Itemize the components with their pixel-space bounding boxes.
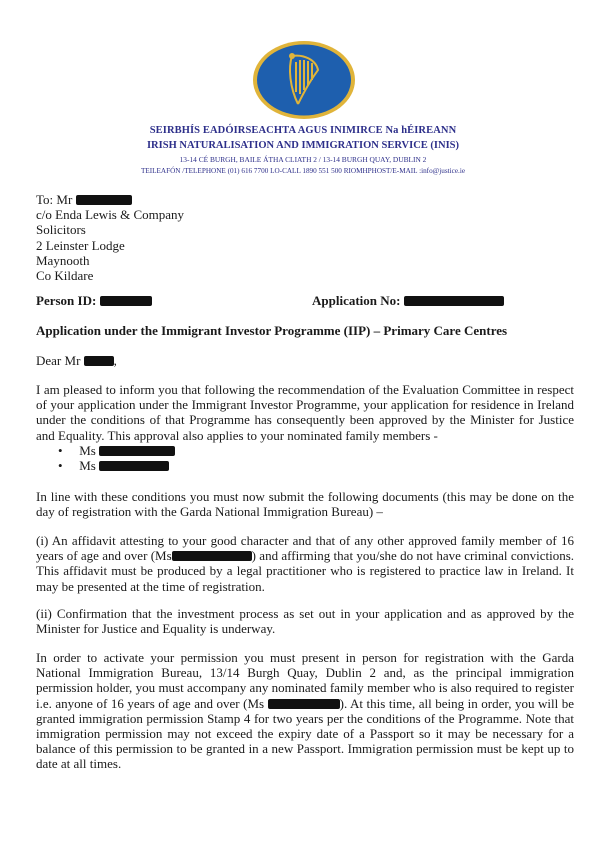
affidavit-text-start: (i) An affidavit attesting to your good character and that of any other approved family member of 16 years of age and over (Ms: [36, 533, 574, 564]
address-to-line: [36, 192, 184, 207]
application-number-label: Application No:: [312, 293, 401, 308]
salutation-suffix: ,: [113, 353, 117, 368]
address-line: Solicitors: [36, 222, 86, 238]
family-member-list: [58, 443, 175, 473]
person-id: [36, 293, 152, 309]
paragraph-affidavit: [36, 533, 574, 594]
redaction-application-number: [404, 296, 504, 306]
redaction-registration-name: [268, 699, 340, 709]
address-line: Co Kildare: [36, 268, 94, 284]
address-line: Maynooth: [36, 252, 90, 268]
affidavit-text-end: ) and affirming that you/she do not have criminal convictions. This affidavit must be produced by a legal practitioner who is registered to practice law in Ireland. It may be presented at the time of registration.: [36, 548, 574, 594]
application-number: [312, 293, 504, 309]
list-item: [58, 458, 175, 473]
letter-subject: Application under the Immigrant Investor Programme (IIP) – Primary Care Centres: [36, 323, 508, 338]
address-line: 2 Leinster Lodge: [36, 237, 125, 253]
list-item: [58, 443, 175, 458]
recipient-address: [36, 192, 184, 283]
registration-text-end: ). At this time, all being in order, you will be granted immigration permission Stamp 4 for two years per the conditions of the Programme. Note that immigration permission may not exceed the expiry date of a Passport so it may be necessary for a balance of this permission to be granted in a new Passport. Immigration permission must be kept up to date at all times.: [36, 695, 575, 772]
person-id-label: Person ID:: [36, 293, 97, 308]
paragraph-documents: In line with these conditions you must now submit the following documents (this may be done on the day of registration with the Garda National Immigration Bureau) –: [36, 489, 574, 520]
redaction-recipient-name: [76, 195, 132, 205]
redaction-family-member: [99, 461, 169, 471]
list-item-prefix: Ms: [79, 458, 96, 474]
header-address: 13-14 CÉ BURGH, BAILE ÁTHA CLIATH 2 / 13-14 BURGH QUAY, DUBLIN 2: [179, 155, 427, 164]
salutation-prefix: Dear Mr: [36, 353, 81, 368]
address-to-label: To: Mr: [36, 192, 73, 207]
paragraph-confirmation: (ii) Confirmation that the investment process as set out in your application and as approved by the Minister for Justice and Equality is underway.: [36, 606, 574, 637]
registration-text-start: In order to activate your permission you must present in person for registration with the Garda National Immigration Bureau, 13/14 Burgh Quay, Dublin 2 and, as the principal immigration permission holder, you must accompany any nominated family member who is also required to register i.e. anyone of 16 years of age and over (Ms: [36, 650, 574, 711]
harp-icon: [252, 40, 356, 120]
header-irish-name: SEIRBHÍS EADÓIRSEACHTA AGUS INIMIRCE Na hÉIREANN: [149, 125, 457, 136]
redaction-person-id: [100, 296, 152, 306]
redaction-affidavit-name: [172, 551, 252, 561]
redaction-family-member: [99, 446, 175, 456]
list-item-prefix: Ms: [79, 443, 96, 458]
bullet-icon: •: [58, 458, 63, 474]
salutation: [36, 353, 117, 369]
bullet-icon: •: [58, 443, 63, 458]
header-english-name: IRISH NATURALISATION AND IMMIGRATION SERVICE (INIS): [146, 140, 460, 151]
paragraph-registration: [36, 650, 574, 772]
paragraph-approval: I am pleased to inform you that following the recommendation of the Evaluation Committee in respect of your application under the Immigrant Investor Programme, your application for residence in Ireland under the conditions of that Programme has consequently been approved by the Minister for Justice and Equality. This approval also applies to your nominated family members -: [36, 382, 574, 443]
header-contact: TEILEAFÓN /TELEPHONE (01) 616 7700 LO-CALL 1890 551 500 RIOMHPHOST/E-MAIL :info@justice.ie: [140, 167, 466, 175]
address-line: c/o Enda Lewis & Company: [36, 207, 185, 223]
redaction-salutation-name: [84, 356, 114, 366]
